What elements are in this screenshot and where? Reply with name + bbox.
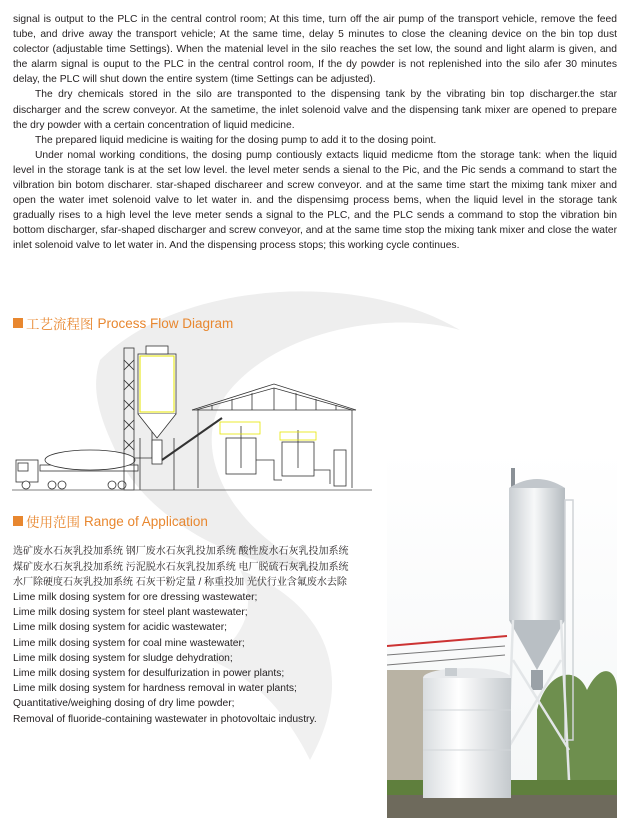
list-item: Lime milk dosing system for ore dressing wastewater; bbox=[13, 592, 258, 603]
square-bullet-icon bbox=[13, 516, 23, 526]
mixing-tank-icon bbox=[220, 422, 260, 474]
intro-text bbox=[13, 12, 617, 254]
range-heading bbox=[13, 511, 208, 531]
list-item: Quantitative/weighing dosing of dry lime powder; bbox=[13, 698, 235, 710]
list-item: Lime milk dosing system for hardness removal in water plants; bbox=[13, 683, 297, 695]
storage-tank-icon bbox=[280, 430, 316, 476]
intro-paragraph-2: The dry chemicals stored in the silo are transponted to the dispensing tank by the vibrating bin top discharger.the star discharger and the screw conveyor. At the sametime, the inlet solenoid valve and the dispensing tank mixer are opened to prepare the dry powder with a certain concentration of liquid medicine. bbox=[13, 89, 617, 131]
range-heading-zh: 使用范围 bbox=[26, 515, 80, 530]
list-item: Lime milk dosing system for coal mine wastewater; bbox=[13, 637, 245, 649]
list-item: Lime milk dosing system for sludge dehydration; bbox=[13, 652, 233, 664]
application-list-zh bbox=[13, 544, 383, 591]
list-item: 选矿废水石灰乳投加系统 钢厂废水石灰乳投加系统 酸性废水石灰乳投加系统 bbox=[13, 546, 349, 557]
intro-paragraph-4: Under nomal working conditions, the dosing pump contiously extacts liquid medicme ftom the storage tank: when the liquid level in the storage tank is at the set low level. the level meter sends a sienal to the Pic, and the Pic sends a command to start the vilbration bin botom discharer. star-shaped dischareer and screw conveyor. and at the same time start the miximg tank mixer and open the water imet solenoid valve to let water in. and the dispensimg process bems, when the liquid level in the storage tank gradually rises to a high level the leve meter sends a signal to the PLC, and the PLC sends a command to stop the vibration bin bottom discharger, sfar-shaped discharger and screw conveyor, and at the same time stop the mixing tank mixer and close the water inlet solenoid valve to let water in. And the dispensing process stops; this working cycle continues. bbox=[13, 149, 617, 252]
list-item: Removal of fluoride-containing wastewater in photovoltaic industry. bbox=[13, 713, 317, 725]
silo-installation-photo bbox=[387, 450, 617, 818]
process-flow-diagram bbox=[12, 340, 372, 500]
intro-paragraph-3: The prepared liquid medicine is waiting for the dosing pump to add it to the dosing point. bbox=[35, 134, 437, 146]
list-item: 水厂除硬度石灰乳投加系统 石灰干粉定量 / 称重投加 光伏行业含氟废水去除 bbox=[13, 577, 347, 588]
list-item: 煤矿废水石灰乳投加系统 污泥脱水石灰乳投加系统 电厂脱硫石灰乳投加系统 bbox=[13, 561, 349, 573]
application-list-en bbox=[13, 590, 383, 727]
process-flow-heading bbox=[13, 313, 233, 333]
list-item: Lime milk dosing system for steel plant wastewater; bbox=[13, 607, 248, 619]
range-heading-en: Range of Application bbox=[84, 513, 208, 529]
square-bullet-icon bbox=[13, 318, 23, 328]
process-flow-heading-zh: 工艺流程图 bbox=[26, 317, 94, 332]
tanker-truck-icon bbox=[16, 450, 138, 489]
intro-paragraph-1: signal is output to the PLC in the central control room; At this time, turn off the air pump of the transport vehicle, remove the feed tube, and drive away the transport vehicle; At the same time, delay 5 minutes to close the cleaning device on the bin top dust colector (adjustable time Settings). When the matenial level in the silo reaches the set low, the sound and light alarm is given, and the alarm signal is ouput to the PLC in the central control room, If the dy powder is not replenished into the silo afer 30 minutes delay, the PLC will shut down the entire system (time Settings can be adjusted). bbox=[13, 14, 617, 86]
process-flow-heading-en: Process Flow Diagram bbox=[97, 315, 234, 331]
list-item: Lime milk dosing system for desulfurization in power plants; bbox=[13, 668, 285, 680]
list-item: Lime milk dosing system for acidic wastewater; bbox=[13, 622, 228, 634]
